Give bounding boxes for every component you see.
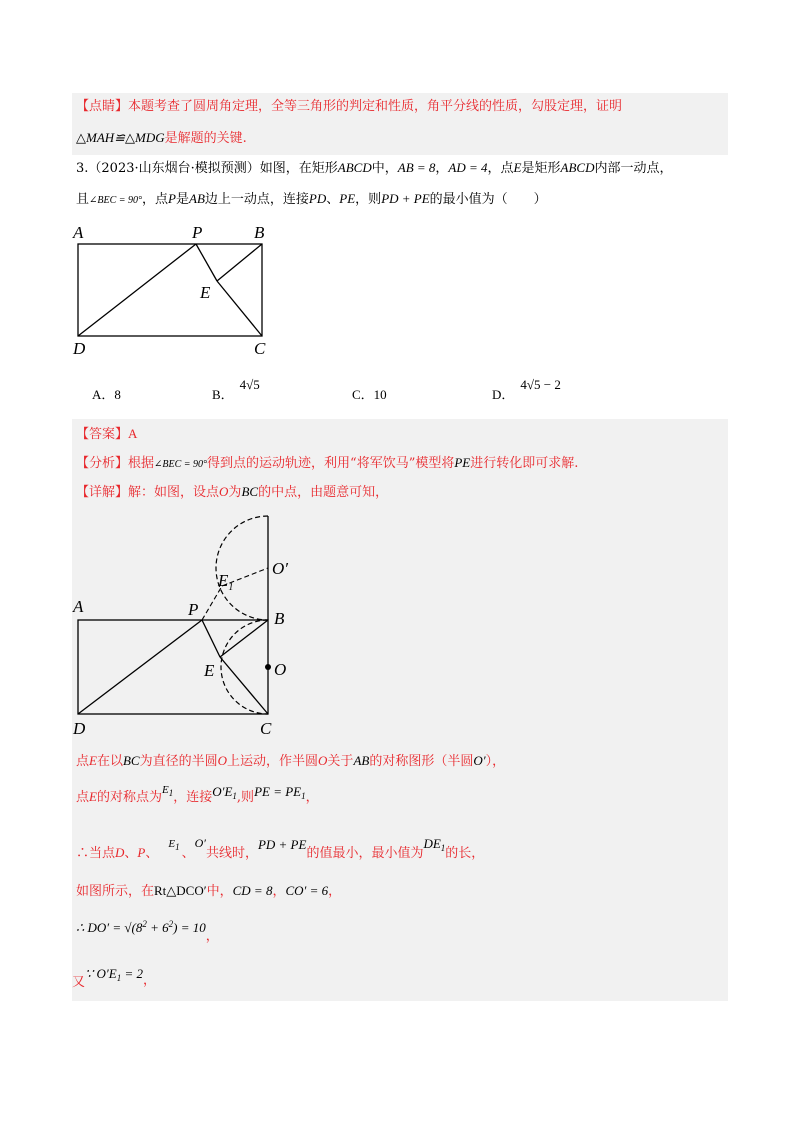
question-text: 且 (76, 192, 90, 207)
math-pe: PE (454, 455, 471, 470)
question-text: ，点 (487, 161, 514, 176)
solution-line-5 (76, 914, 219, 944)
solution-text: ∴当点 (76, 846, 116, 861)
math-bec-eq: ∠BEC = 90° (154, 459, 208, 470)
math-abcd: ABCD (560, 160, 595, 175)
analysis-text: 进行转化即可求解. (470, 456, 579, 471)
math-sub: 1 (232, 791, 237, 801)
question-text: 的最小值为（ ） (429, 192, 547, 207)
math-oe: ∵ O′E (85, 966, 117, 981)
solution-text: ）， (485, 754, 506, 769)
note-tag: 【点睛】 (76, 99, 129, 114)
solution-text: 点 (76, 754, 90, 769)
option-value: 4√5 − 2 (520, 377, 561, 392)
analysis-line (76, 453, 578, 475)
analysis-text: 得到点的运动轨迹，利用“将军饮马”模型将 (207, 456, 455, 471)
question-text: 内部一动点， (594, 161, 673, 176)
note-text-2: 是解题的关键. (164, 131, 247, 146)
math-do-expr: ∴ DO′ = √(8 (76, 920, 143, 935)
solution-text: 点 (76, 790, 90, 805)
solution-line-6 (72, 964, 156, 988)
detail-text: 的中点，由题意可知， (258, 485, 389, 500)
option-letter: C． (352, 387, 374, 402)
math-sup: 2 (168, 919, 174, 929)
solution-text: 共线时， (205, 846, 258, 861)
math-e: E (89, 789, 97, 804)
solution-text: 中， (206, 884, 233, 899)
solution-text: 的对称点为 (96, 790, 162, 805)
label-d: D (73, 339, 86, 358)
option-value: 8 (114, 387, 121, 402)
solution-text: 关于 (327, 754, 354, 769)
note-text-1: 本题考查了圆周角定理，全等三角形的判定和性质，角平分线的性质，勾股定理，证明 (128, 99, 623, 114)
solution-text: 如图所示，在 (76, 884, 155, 899)
label-b: B (274, 609, 285, 628)
math-ab: AB (353, 753, 370, 768)
math-ab: AB (189, 191, 205, 206)
question-text: 边上一动点，连接 (204, 192, 309, 207)
math-oe: = 2 (121, 966, 143, 981)
question-line-2 (76, 189, 547, 211)
detail-tag: 【详解】 (76, 485, 129, 500)
label-e1: $E_1$ (218, 571, 234, 593)
math-sub: 1 (301, 791, 306, 801)
detail-text: 为 (228, 485, 242, 500)
rectangle-abcd (78, 620, 268, 714)
option-value: 10 (373, 387, 387, 402)
note-math: △MAH≌△MDG (76, 130, 165, 145)
detail-line (76, 482, 388, 503)
figure-2 (70, 510, 310, 740)
note-line-2 (76, 128, 247, 149)
solution-text: ，连接 (173, 790, 213, 805)
math-cd: CD = 8 (232, 883, 273, 898)
segment-pd (78, 620, 202, 714)
math-co: CO′ = 6 (285, 883, 329, 898)
segment-pe (202, 620, 220, 657)
label-d: D (73, 719, 86, 738)
math-de: DE (423, 836, 441, 851)
option-letter: A． (92, 387, 115, 402)
math-p: P (137, 845, 146, 860)
solution-text: 、 (124, 846, 138, 861)
segment-ec (220, 657, 268, 714)
solution-line-3 (76, 836, 485, 867)
question-text: 如图，在矩形 (259, 161, 338, 176)
math-e1: E (161, 784, 169, 796)
question-text: 中， (371, 161, 398, 176)
question-number: 3. (76, 161, 89, 176)
math-o-prime: O′ (194, 836, 206, 850)
segment-eb (217, 244, 262, 281)
label-p: P (192, 223, 203, 242)
answer-value: A (128, 426, 138, 441)
figure-1 (70, 222, 290, 362)
math-abcd: ABCD (337, 160, 372, 175)
math-o: O (217, 753, 228, 768)
label-o: O (274, 660, 287, 679)
math-o: O (318, 753, 328, 768)
question-text: ，点 (142, 192, 169, 207)
math-e: E (89, 753, 97, 768)
math-sub: 1 (175, 842, 180, 852)
note-line-1 (76, 97, 622, 117)
option-value: 4√5 (239, 377, 260, 392)
analysis-tag: 【分析】 (76, 456, 129, 471)
solution-line-2 (76, 784, 319, 811)
math-bc: BC (241, 484, 259, 499)
solution-text: ,则 (236, 790, 255, 805)
math-sub: 1 (116, 973, 122, 983)
math-e1: E (168, 838, 176, 850)
label-b: B (254, 223, 265, 242)
question-text: ，则 (355, 192, 382, 207)
question-text: 、 (326, 192, 340, 207)
solution-text: 在以 (96, 754, 123, 769)
option-letter: B． (212, 387, 234, 402)
math-sum: PD + PE (257, 837, 307, 852)
answer-line (76, 424, 137, 445)
math-e: E (513, 160, 522, 175)
math-bc: BC (122, 753, 140, 768)
solution-text: 的值最小，最小值为 (306, 846, 424, 861)
detail-text: 解：如图，设点 (128, 485, 220, 500)
solution-text: ， (272, 884, 286, 899)
math-pe: PE (339, 191, 356, 206)
question-text: 是 (176, 192, 190, 207)
math-do-expr: ) = 10 (173, 920, 206, 935)
math-sub: 1 (440, 843, 446, 853)
solution-text: ， (328, 884, 342, 899)
solution-text: ， (305, 790, 319, 805)
math-pd: PD (308, 191, 327, 206)
solution-text: 、 (181, 846, 195, 861)
math-p: P (168, 191, 176, 206)
math-sup: 2 (142, 919, 147, 929)
math-sub: 1 (168, 788, 174, 798)
question-source: （2023·山东烟台·模拟预测） (88, 161, 260, 176)
math-o-prime: O′ (473, 753, 486, 768)
rectangle-abcd (78, 244, 262, 336)
solution-text: 又 (72, 975, 86, 990)
label-e: E (204, 661, 215, 680)
solution-line-4 (76, 881, 341, 902)
solution-text: ， (143, 973, 157, 988)
math-rt-triangle: Rt△DCO′ (154, 883, 207, 898)
segment-ec (217, 281, 262, 336)
label-o-prime: O′ (272, 559, 288, 578)
math-sum: PD + PE (381, 191, 430, 206)
answer-tag: 【答案】 (76, 427, 129, 442)
solution-text: 上运动，作半圆 (227, 754, 319, 769)
math-d: D (115, 845, 125, 860)
solution-text: 为直径的半圆 (139, 754, 218, 769)
math-ad-eq: AD = 4 (448, 160, 488, 175)
semicircle-o-prime (216, 516, 268, 620)
label-a: A (73, 223, 84, 242)
option-letter: D． (492, 387, 515, 402)
question-line-1 (76, 158, 672, 179)
math-do-expr: + 6 (146, 920, 169, 935)
label-a: A (73, 597, 84, 616)
solution-text: 的长， (445, 846, 485, 861)
segment-pd (78, 244, 196, 336)
solution-text: 的对称图形（半圆 (369, 754, 474, 769)
math-oe: O′E (212, 784, 233, 799)
solution-text: ， (205, 929, 219, 944)
option-b[interactable] (212, 377, 260, 406)
question-text: 是矩形 (521, 161, 561, 176)
option-a[interactable] (92, 385, 121, 406)
analysis-text: 根据 (128, 456, 155, 471)
math-ab-eq: AB = 8 (397, 160, 436, 175)
segment-pe1 (202, 586, 222, 620)
math-bec-eq: ∠BEC = 90° (89, 195, 143, 206)
math-o: O (219, 484, 229, 499)
math-pe-eq: PE = PE (254, 784, 302, 799)
segment-pe (196, 244, 217, 281)
label-p: P (188, 600, 199, 619)
label-c: C (254, 339, 266, 358)
option-c[interactable] (352, 385, 387, 406)
solution-line-1 (76, 751, 505, 772)
segment-eb (220, 620, 268, 657)
point-o (265, 664, 271, 670)
option-d[interactable] (492, 377, 561, 406)
label-c: C (260, 719, 272, 738)
label-e: E (200, 283, 211, 302)
question-text: ， (435, 161, 449, 176)
solution-text: 、 (145, 846, 159, 861)
